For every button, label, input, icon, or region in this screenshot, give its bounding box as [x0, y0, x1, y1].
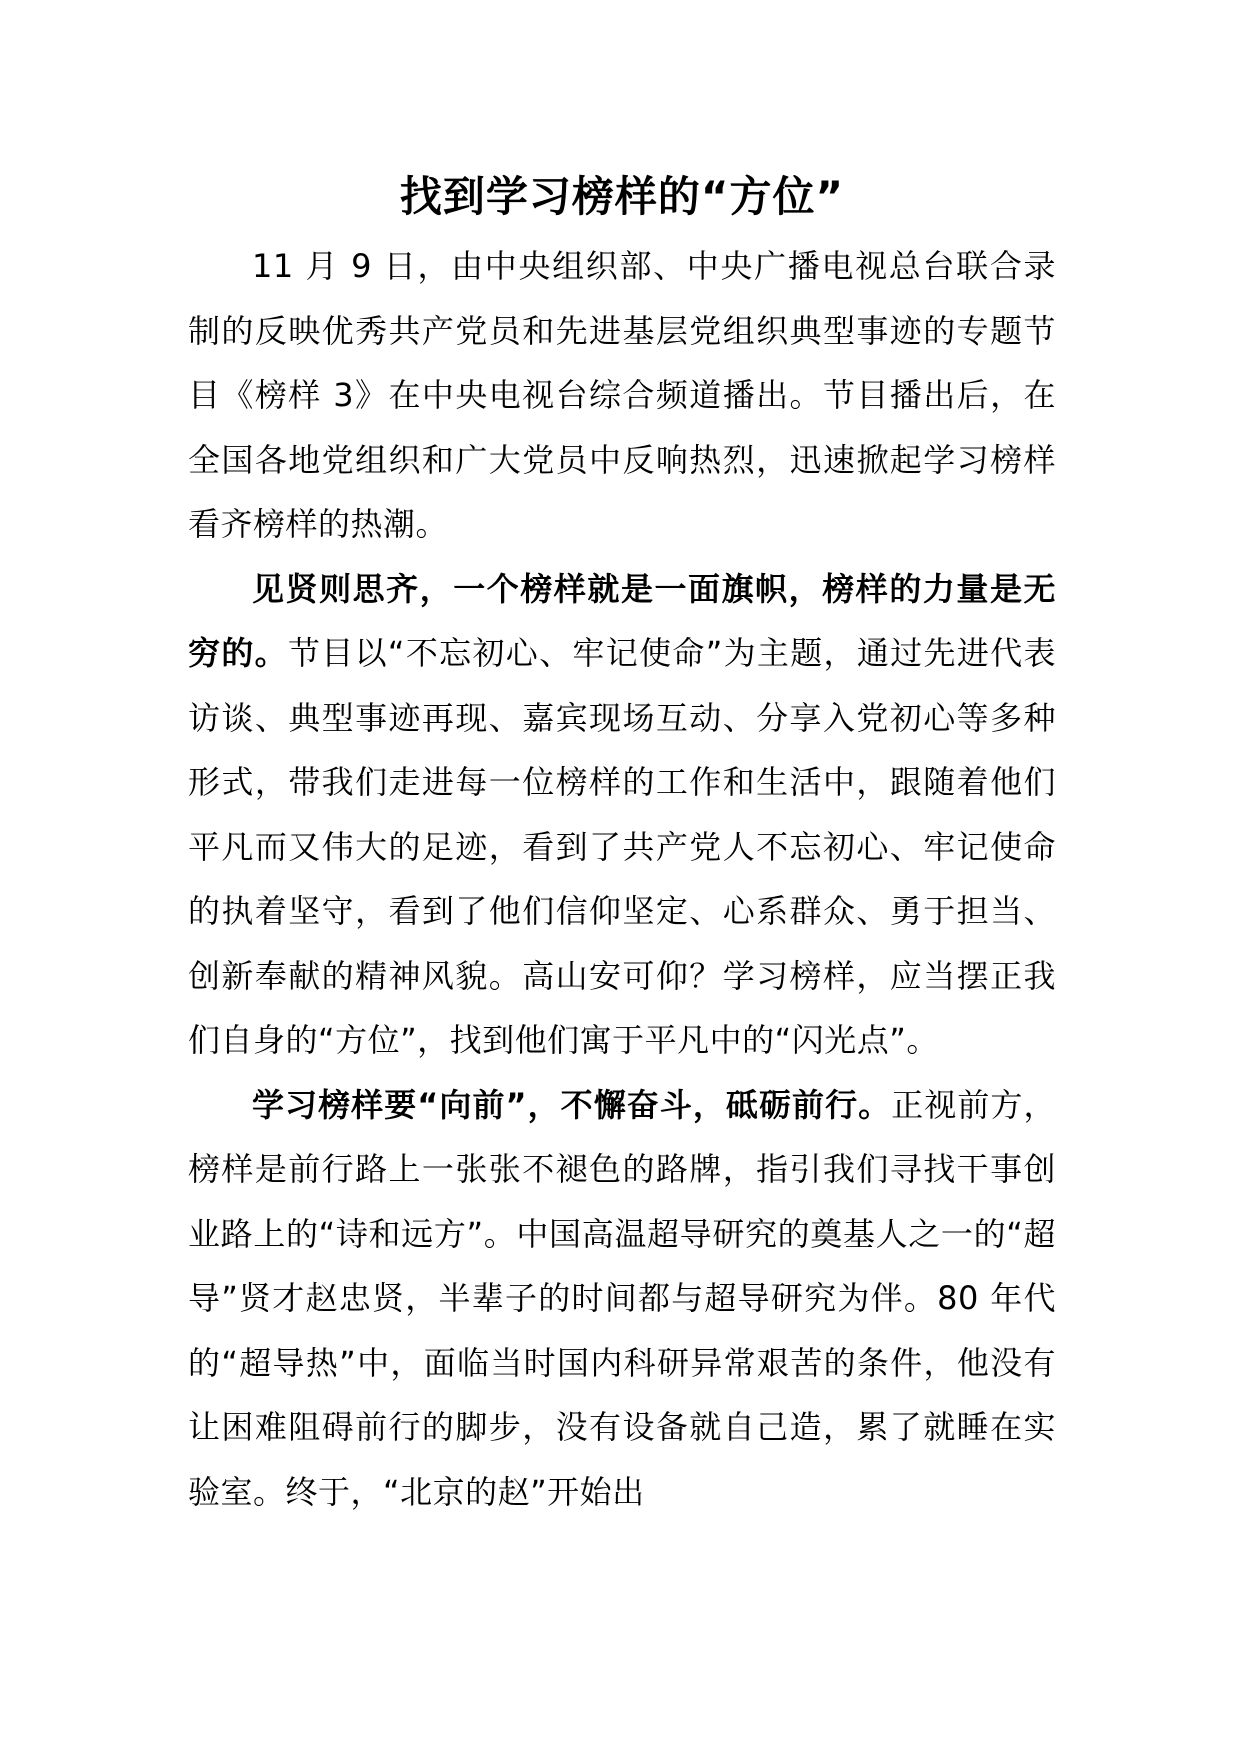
document-title: 找到学习榜样的“方位” — [399, 172, 845, 221]
paragraph-3-text: 正视前方，榜样是前行路上一张张不褪色的路牌，指引我们寻找干事创业路上的“诗和远方”。中国高温超导研究的奠基人之一的“超导”贤才赵忠贤，半辈子的时间都与超导研究为伴。80 年代的“超导热”中，面临当时国内科研异常艰苦的条件，他没有让困难阻碍前行的脚步，没有设备就自己造，累了就睡在实验室。终于，“北京的赵”开始出 — [188, 1085, 1056, 1511]
paragraph-2 — [188, 557, 1056, 1073]
paragraph-3 — [188, 1073, 1056, 1525]
paragraph-1-text: 11 月 9 日，由中央组织部、中央广播电视总台联合录制的反映优秀共产党员和先进基层党组织典型事迹的专题节目《榜样 3》在中央电视台综合频道播出。节目播出后，在全国各地党组织和广大党员中反响热烈，迅速掀起学习榜样看齐榜样的热潮。 — [188, 247, 1056, 543]
paragraph-2-text: 节目以“不忘初心、牢记使命”为主题，通过先进代表访谈、典型事迹再现、嘉宾现场互动、分享入党初心等多种形式，带我们走进每一位榜样的工作和生活中，跟随着他们平凡而又伟大的足迹，看到了共产党人不忘初心、牢记使命的执着坚守，看到了他们信仰坚定、心系群众、勇于担当、创新奉献的精神风貌。高山安可仰？学习榜样，应当摆正我们自身的“方位”，找到他们寓于平凡中的“闪光点”。 — [188, 634, 1056, 1059]
paragraph-3-lead: 学习榜样要“向前”，不懈奋斗，砥砺前行。 — [252, 1085, 892, 1124]
paragraph-1 — [188, 234, 1056, 557]
document-page — [188, 160, 1056, 1524]
paragraph-2-lead: 见贤则思齐，一个榜样就是一面旗帜，榜样的力量是无穷的。 — [188, 569, 1056, 672]
